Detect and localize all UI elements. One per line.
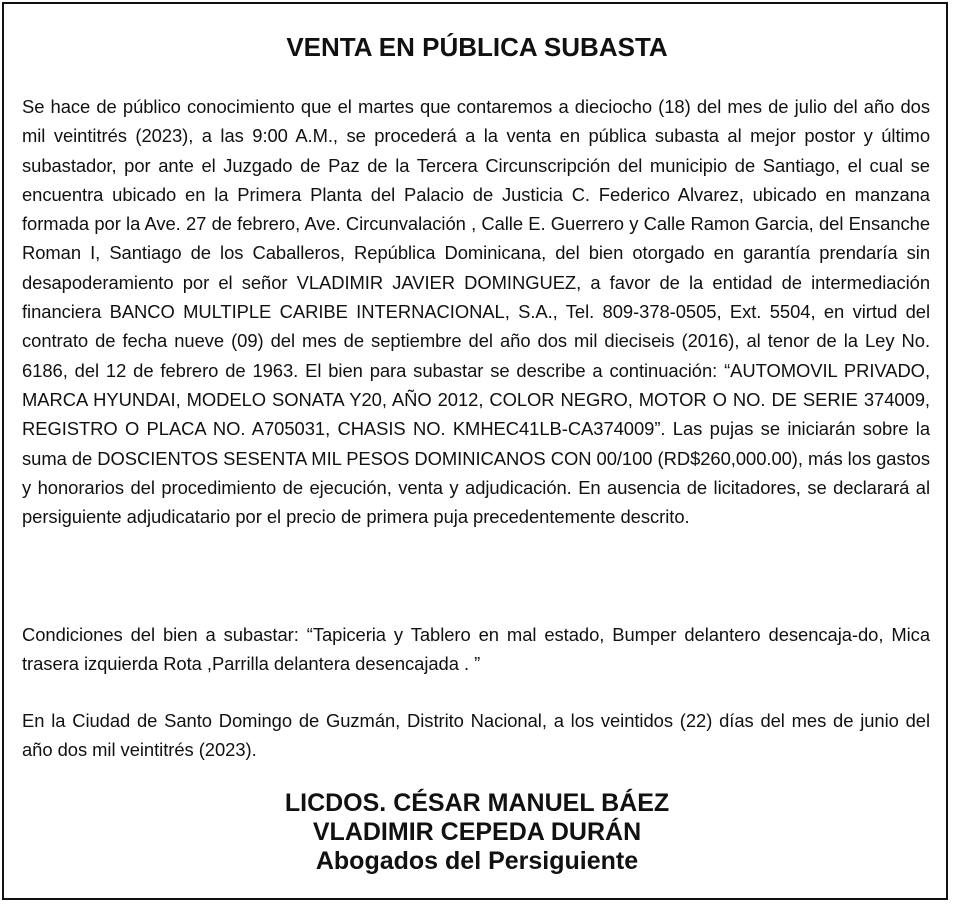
signature-attorney-line: VLADIMIR CEPEDA DURÁN <box>312 818 642 846</box>
date-location-paragraph: En la Ciudad de Santo Domingo de Guzmán, Distrito Nacional, a los veintidos (22) días del mes de junio del año dos mil veintitrés (2023). <box>22 710 930 761</box>
auction-details-paragraph: Se hace de público conocimiento que el martes que contaremos a dieciocho (18) del mes de julio del año dos mil veintitrés (2023), a las 9:00 A.M., se procederá a la venta en pública subasta al mejor postor y último subastador, por ante el Juzgado de Paz de la Tercera Circunscripción del municipio de Santiago, el cual se encuentra ubicado en la Primera Planta del Palacio de Justicia C. Federico Alvarez, ubicado en manzana formada por la Ave. 27 de febrero, Ave. Circunvalación , Calle E. Guerrero y Calle Ramon Garcia, del Ensanche Roman I, Santiago de los Caballeros, República Dominicana, del bien otorgado en garantía prendaría sin desapoderamiento por el señor VLADIMIR JAVIER DOMINGUEZ, a favor de la entidad de intermediación financiera BANCO MULTIPLE CARIBE INTERNACIONAL, S.A., Tel. 809-378-0505, Ext. 5504, en virtud del contrato de fecha nueve (09) del mes de septiembre del año dos mil dieciseis (2016), al tenor de la Ley No. 6186, del 12 de febrero de 1963. El bien para subastar se describe a continuación: “AUTOMOVIL PRIVADO, MARCA HYUNDAI, MODELO SONATA Y20, AÑO 2012, COLOR NEGRO, MOTOR O NO. DE SERIE 374009, REGISTRO O PLACA NO. A705031, CHASIS NO. KMHEC41LB-CA374009”. Las pujas se iniciarán sobre la suma de DOSCIENTOS SESENTA MIL PESOS DOMINICANOS CON 00/100 (RD$260,000.00), más los gastos y honorarios del procedimiento de ejecución, venta y adjudicación. En ausencia de licitadores, se declarará al persiguiente adjudicatario por el precio de primera puja precedentemente descrito. <box>22 96 930 528</box>
signature-attorney-line: LICDOS. CÉSAR MANUEL BÁEZ <box>284 789 670 817</box>
signature-role-line: Abogados del Persiguiente <box>315 847 639 875</box>
notice-title: VENTA EN PÚBLICA SUBASTA <box>286 32 668 62</box>
asset-conditions-paragraph: Condiciones del bien a subastar: “Tapiceria y Tablero en mal estado, Bumper delantero desencaja-do, Mica trasera izquierda Rota ,Parrilla delantera desencajada . ” <box>22 624 930 675</box>
legal-notice <box>2 2 948 900</box>
signature-block <box>4 789 950 876</box>
